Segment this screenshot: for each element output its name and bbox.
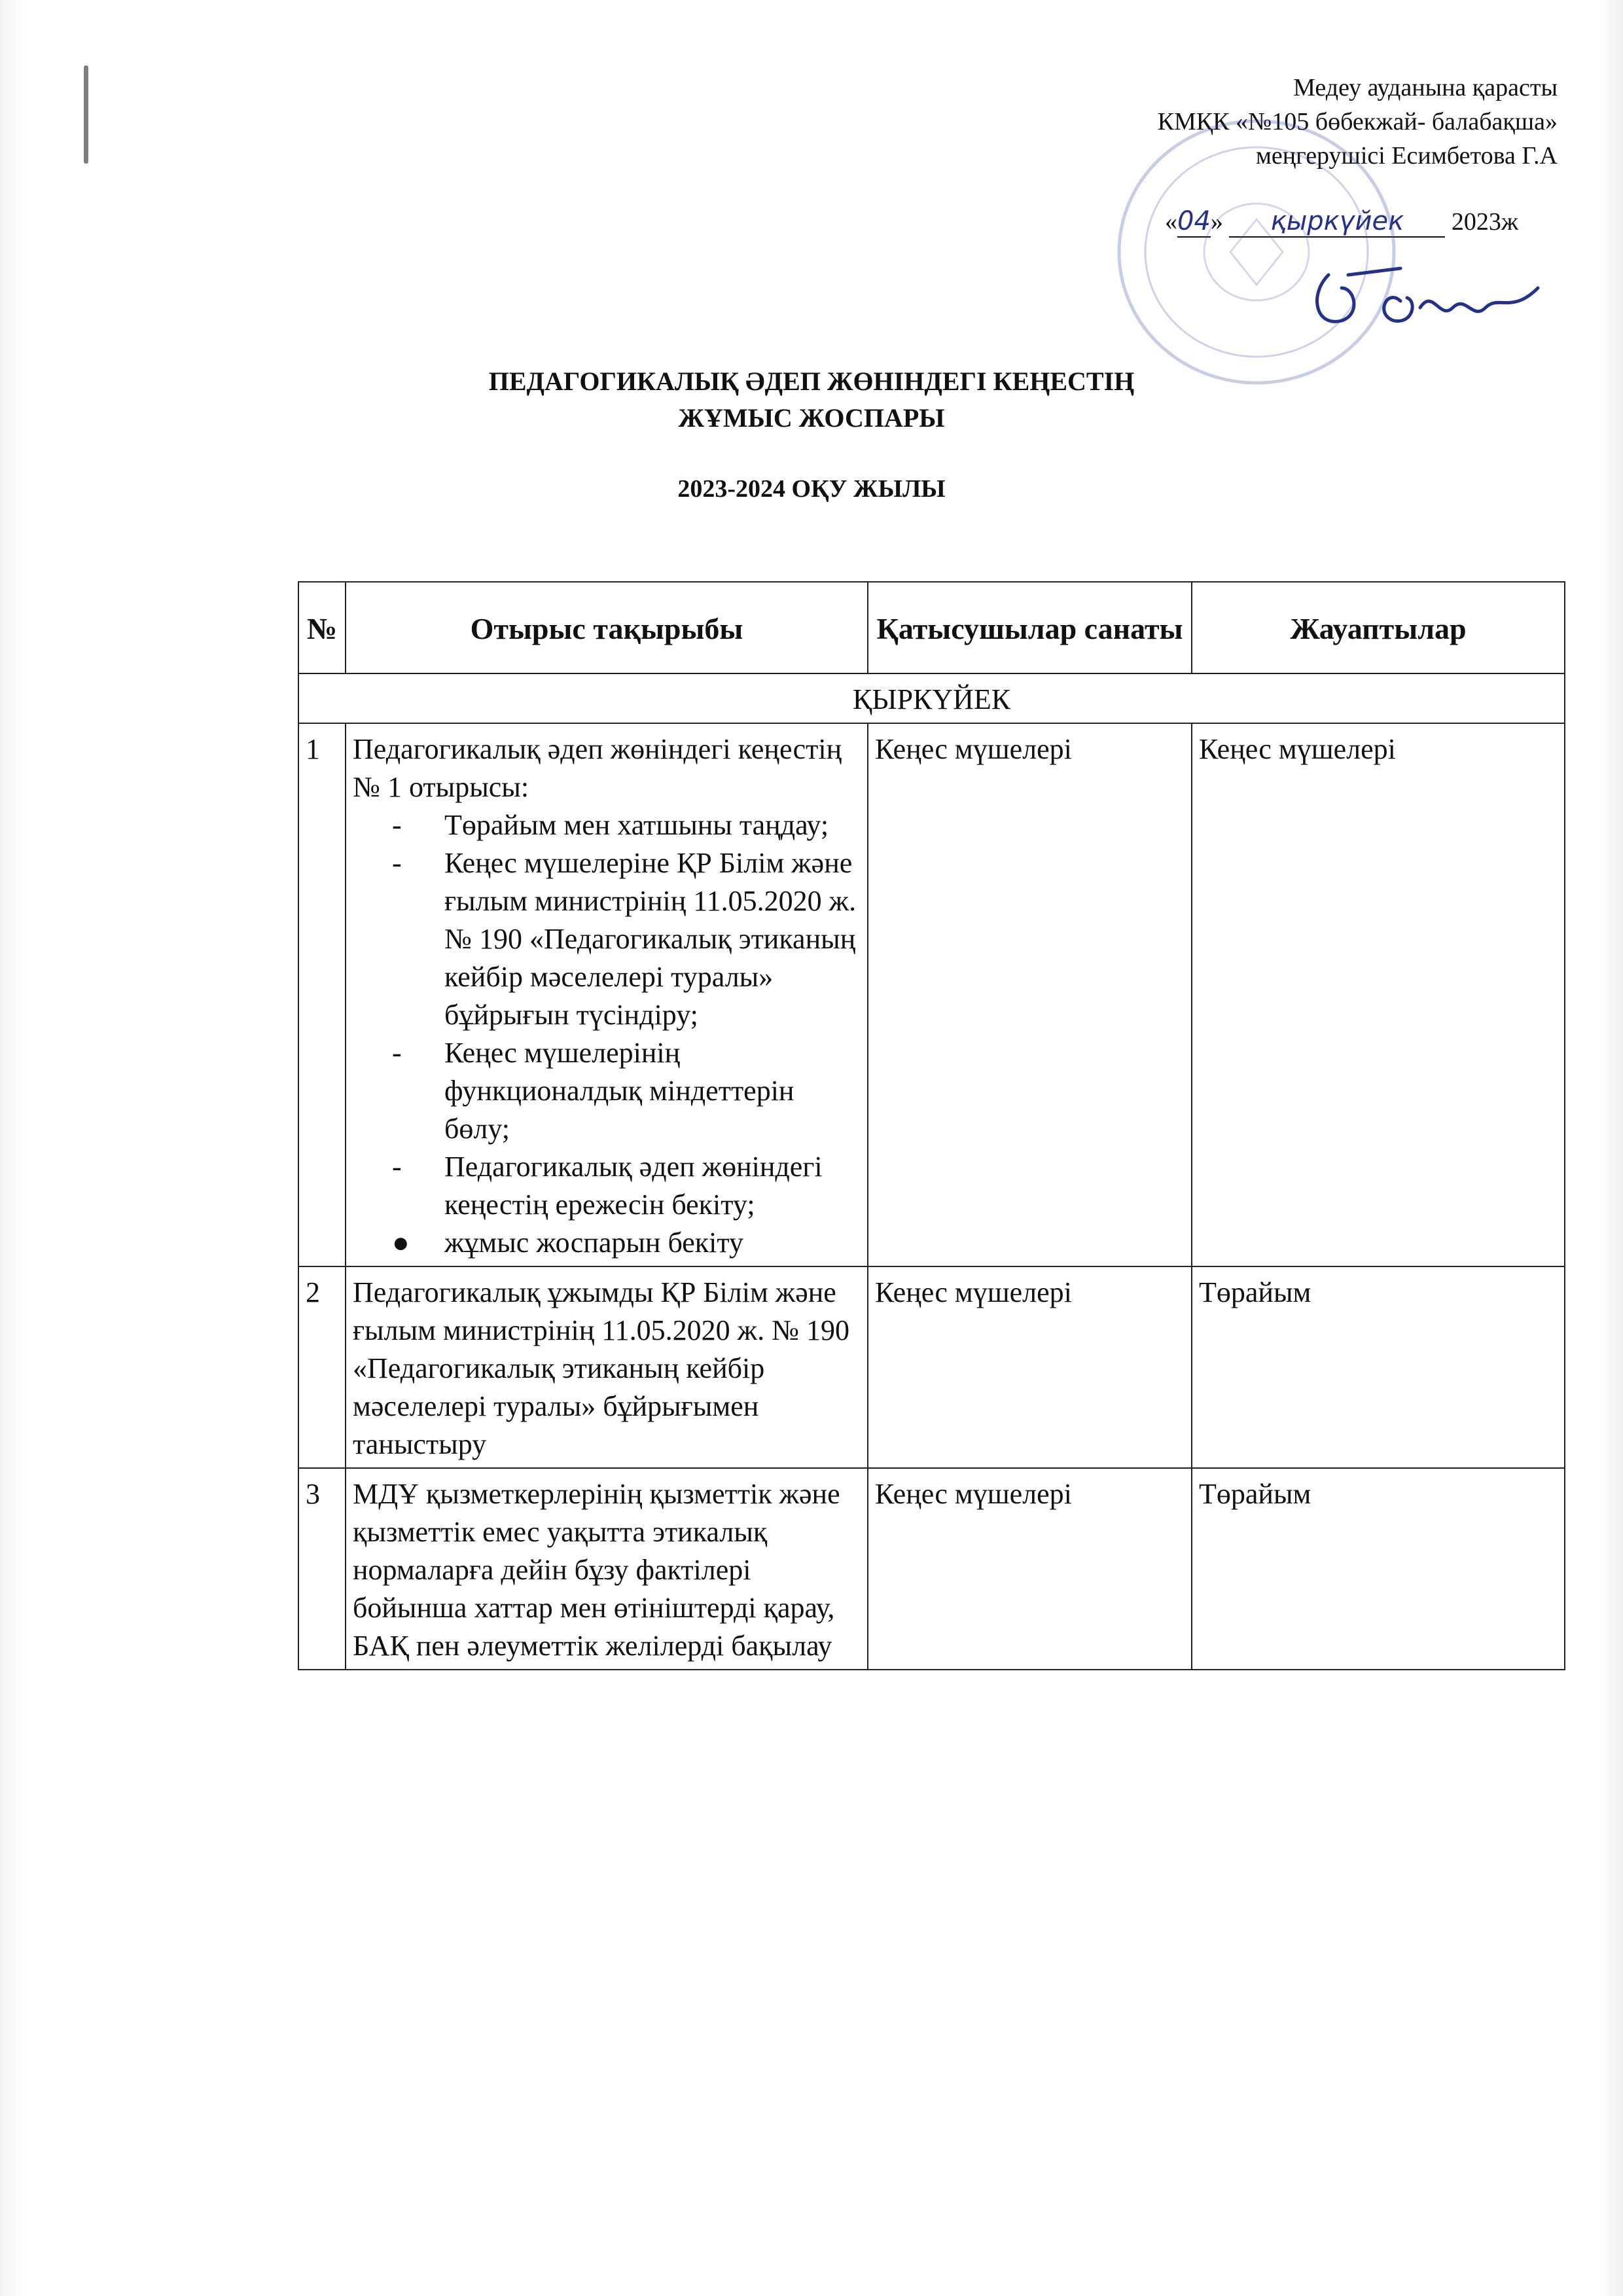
list-item-text: Төрайым мен хатшыны таңдау;: [444, 809, 829, 841]
list-item-text: Педагогикалық әдеп жөніндегі кеңестің ережесін бекіту;: [444, 1151, 823, 1221]
date-year: 2023ж: [1451, 208, 1519, 236]
row-topic: МДҰ қызметкерлерінің қызметтік және қызметтік емес уақытта этикалық нормаларға дейін бұзу фактілері бойынша хаттар мен өтініштерді қарау, БАҚ пен әлеуметтік желілерді бақылау: [346, 1468, 868, 1670]
table-row: [298, 723, 1565, 1266]
row-topic: [346, 723, 868, 1266]
header-topic: Отырыс тақырыбы: [346, 582, 868, 673]
dash-marker: -: [392, 809, 402, 841]
row-responsible: Төрайым: [1192, 1468, 1565, 1670]
row-topic-text: Педагогикалық әдеп жөніндегі кеңестің № 1 отырысы:: [353, 733, 842, 803]
approval-line-3: меңгерушісі Есимбетова Г.А: [1255, 142, 1558, 170]
dash-marker: -: [392, 847, 402, 879]
document-title: [0, 363, 1623, 437]
agenda-list: [353, 806, 861, 1262]
row-num: 1: [298, 723, 346, 1266]
scan-margin-mark: [84, 65, 88, 164]
row-participants: Кеңес мүшелері: [868, 1468, 1192, 1670]
plan-table: [298, 581, 1565, 1670]
header-num: №: [298, 582, 346, 673]
date-month: қыркүйек: [1229, 206, 1445, 238]
row-num: 2: [298, 1266, 346, 1468]
month-label: ҚЫРКҮЙЕК: [298, 673, 1565, 723]
table-row: [298, 1468, 1565, 1670]
header-participants: Қатысушылар санаты: [868, 582, 1192, 673]
list-item: [353, 1034, 861, 1148]
list-item-text: жұмыс жоспарын бекіту: [444, 1227, 744, 1259]
date-day: 04: [1177, 206, 1211, 236]
signature-icon: [1302, 249, 1551, 353]
list-item: [353, 844, 861, 1034]
table-header-row: [298, 582, 1565, 673]
list-item: [353, 1224, 861, 1262]
row-participants: Кеңес мүшелері: [868, 1266, 1192, 1468]
title-line-1: ПЕДАГОГИКАЛЫҚ ӘДЕП ЖӨНІНДЕГІ КЕҢЕСТІҢ: [488, 367, 1135, 396]
row-topic: Педагогикалық ұжымды ҚР Білім және ғылым министрінің 11.05.2020 ж. № 190 «Педагогикалық этиканың кейбір мәселелері туралы» бұйрығымен таныстыру: [346, 1266, 868, 1468]
list-item-text: Кеңес мүшелеріне ҚР Білім және ғылым министрінің 11.05.2020 ж. № 190 «Педагогикалық этиканың кейбір мәселелері туралы» бұйрығын түсіндіру;: [444, 847, 857, 1031]
dash-marker: -: [392, 1151, 402, 1183]
list-item: [353, 1148, 861, 1224]
approval-date: «04» қыркүйек 2023ж: [1165, 206, 1519, 236]
row-participants: Кеңес мүшелері: [868, 723, 1192, 1266]
academic-year: 2023-2024 ОҚУ ЖЫЛЫ: [677, 475, 946, 503]
row-responsible: Кеңес мүшелері: [1192, 723, 1565, 1266]
list-item: [353, 806, 861, 844]
bullet-marker: ●: [392, 1227, 410, 1259]
approval-line-2: КМҚК «№105 бөбекжай- балабақша»: [1157, 108, 1558, 135]
dash-marker: -: [392, 1037, 402, 1069]
table-row: [298, 1266, 1565, 1468]
approval-line-1: Медеу ауданына қарасты: [1293, 74, 1558, 101]
row-responsible: Төрайым: [1192, 1266, 1565, 1468]
row-num: 3: [298, 1468, 346, 1670]
title-line-2: ЖҰМЫС ЖОСПАРЫ: [678, 403, 945, 433]
list-item-text: Кеңес мүшелерінің функционалдық міндеттерін бөлу;: [444, 1037, 794, 1145]
header-responsible: Жауаптылар: [1192, 582, 1565, 673]
month-row: [298, 673, 1565, 723]
